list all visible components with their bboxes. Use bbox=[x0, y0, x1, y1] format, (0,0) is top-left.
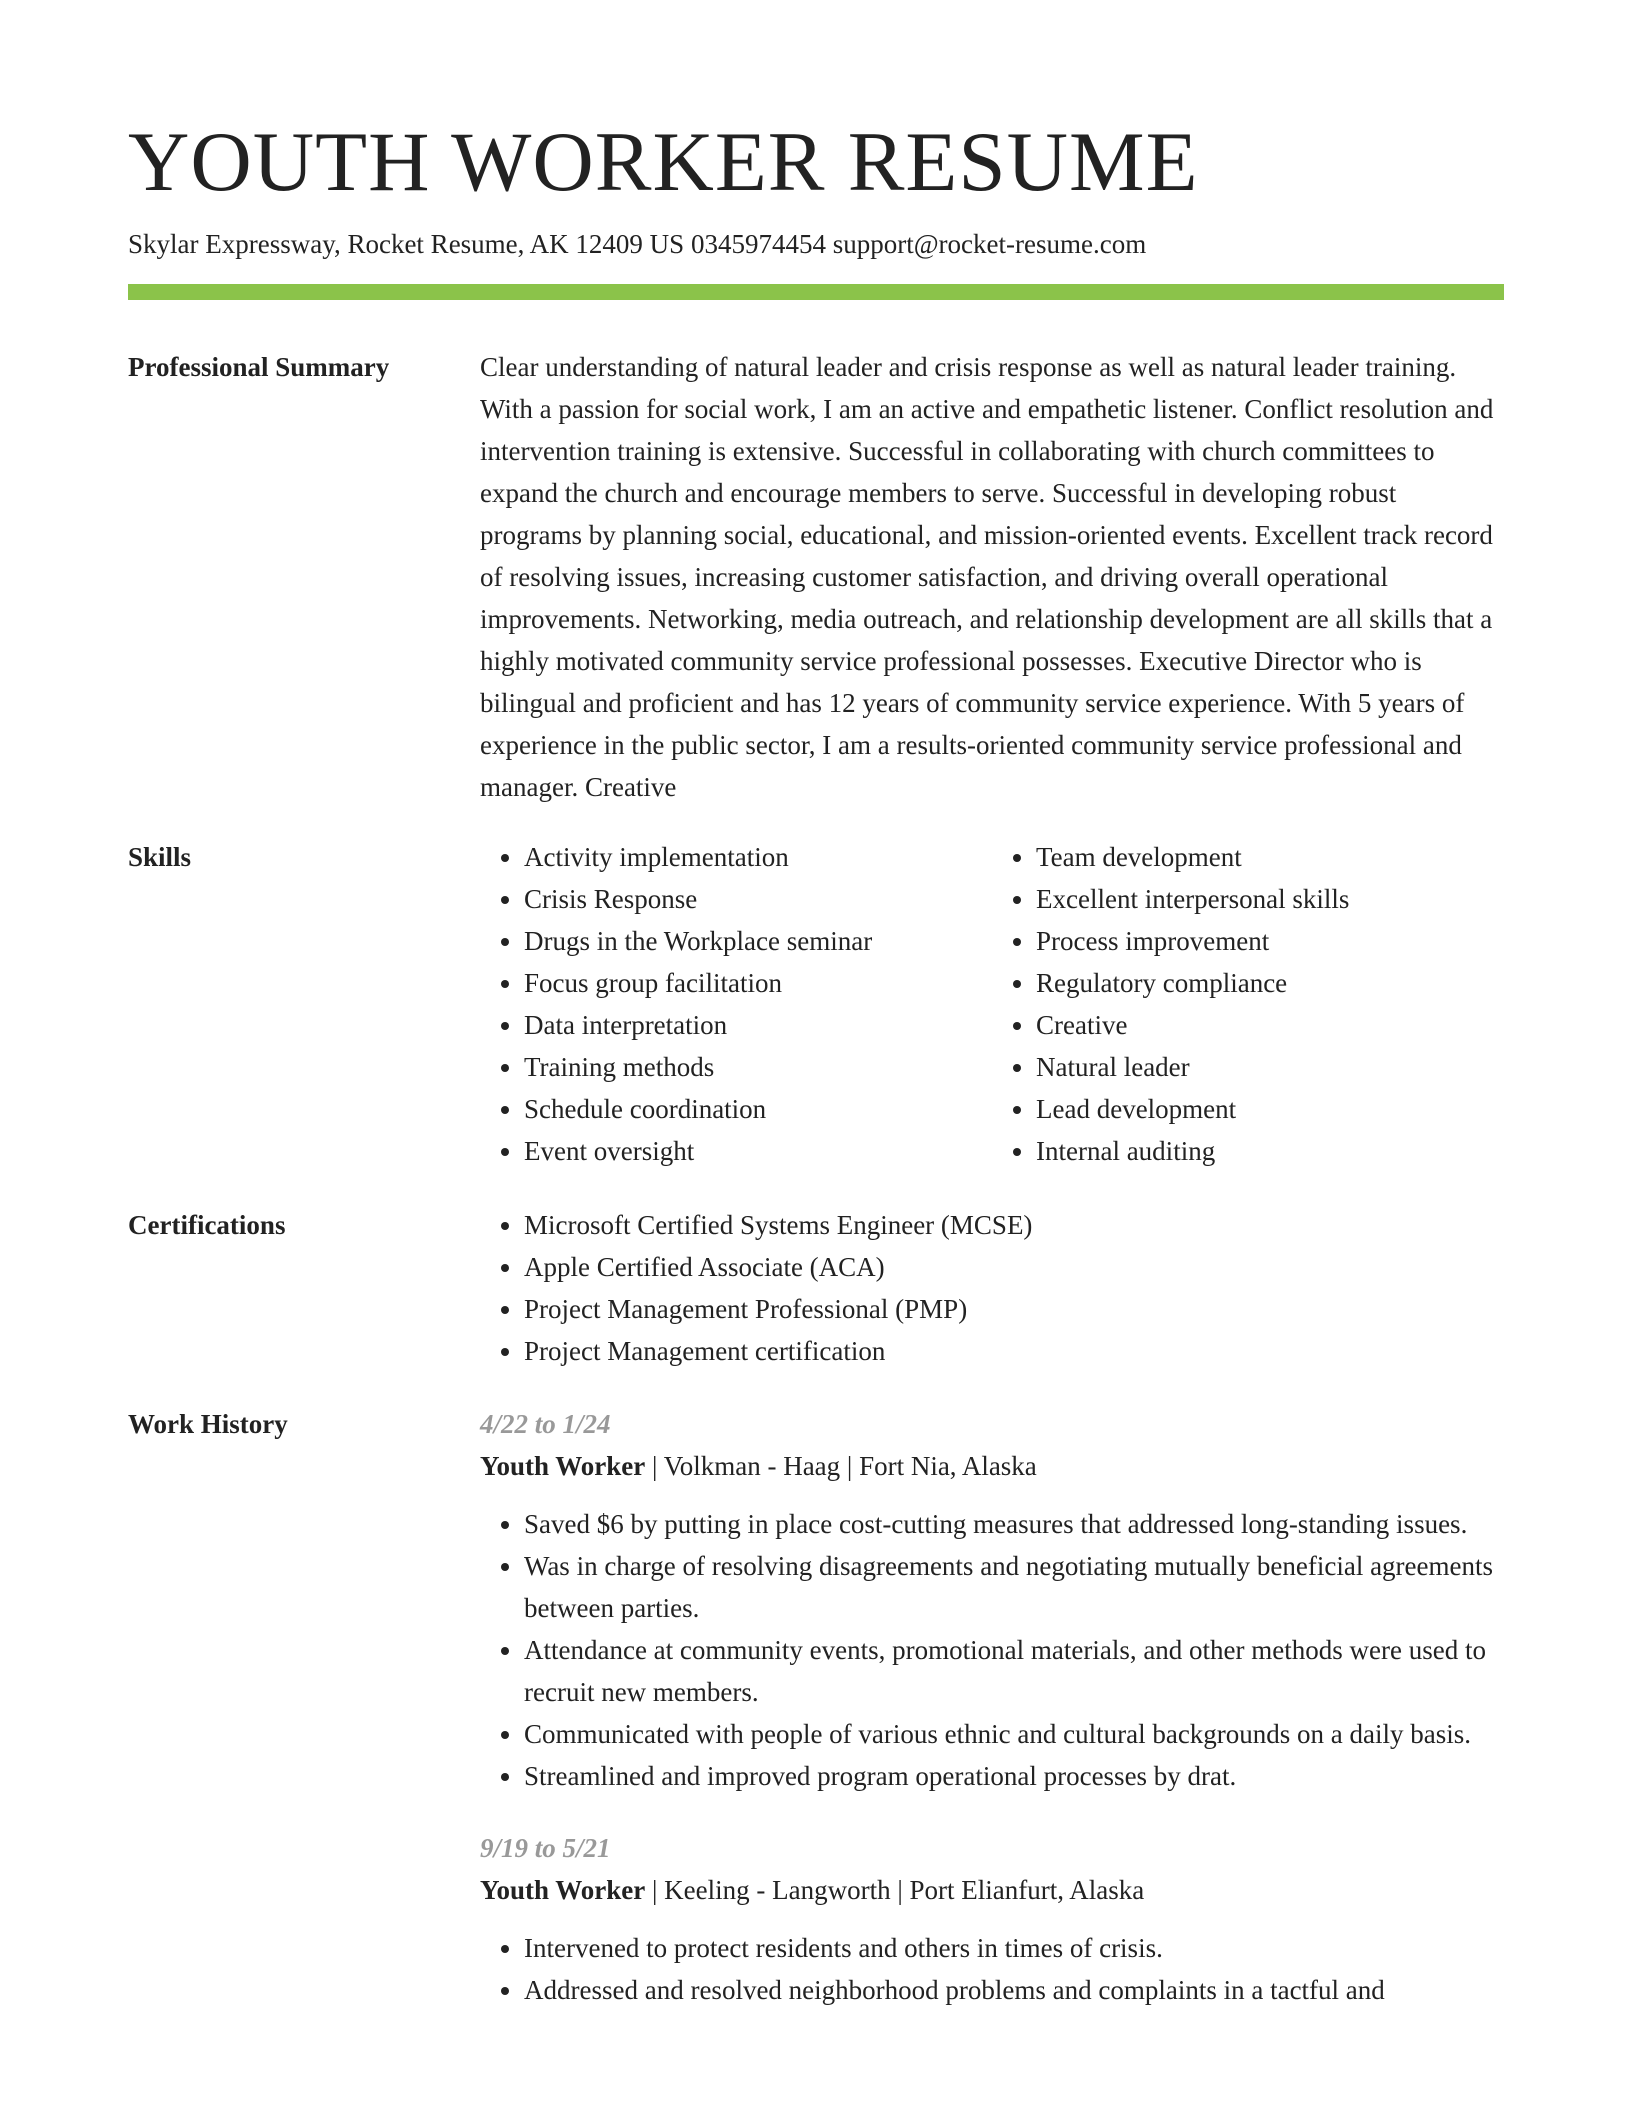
job-employer-location: | Keeling - Langworth | Port Elianfurt, Alaska bbox=[645, 1875, 1145, 1905]
job-entry bbox=[480, 1827, 1504, 2011]
skill-item: • Drugs in the Workplace seminar bbox=[524, 920, 992, 962]
skill-item: • Internal auditing bbox=[1036, 1130, 1504, 1172]
skill-item: • Activity implementation bbox=[524, 836, 992, 878]
job-bullets bbox=[480, 1927, 1504, 2011]
job-bullet: • Intervened to protect residents and others in times of crisis. bbox=[524, 1927, 1504, 1969]
job-dates: 4/22 to 1/24 bbox=[480, 1409, 611, 1439]
skill-item: • Crisis Response bbox=[524, 878, 992, 920]
certifications-heading: Certifications bbox=[128, 1210, 286, 1240]
skill-item: • Creative bbox=[1036, 1004, 1504, 1046]
job-title: Youth Worker bbox=[480, 1875, 646, 1905]
work-history-body bbox=[480, 1403, 1504, 2011]
job-dates: 9/19 to 5/21 bbox=[480, 1833, 611, 1863]
job-title: Youth Worker bbox=[480, 1451, 646, 1481]
resume-header bbox=[128, 115, 1504, 300]
summary-heading: Professional Summary bbox=[128, 352, 390, 382]
job-bullet: • Saved $6 by putting in place cost-cutting measures that addressed long-standing issues. bbox=[524, 1503, 1504, 1545]
certification-item: • Microsoft Certified Systems Engineer (MCSE) bbox=[524, 1204, 1504, 1246]
job-heading bbox=[480, 1869, 1504, 1911]
job-bullet: • Communicated with people of various ethnic and cultural backgrounds on a daily basis. bbox=[524, 1713, 1504, 1755]
summary-body bbox=[480, 346, 1504, 808]
skill-item: • Lead development bbox=[1036, 1088, 1504, 1130]
work-history-heading: Work History bbox=[128, 1409, 288, 1439]
job-bullet: • Streamlined and improved program operational processes by drat. bbox=[524, 1755, 1504, 1797]
skills-heading: Skills bbox=[128, 842, 192, 872]
certification-item: • Apple Certified Associate (ACA) bbox=[524, 1246, 1504, 1288]
job-bullets bbox=[480, 1503, 1504, 1797]
skill-item: • Process improvement bbox=[1036, 920, 1504, 962]
certification-item: • Project Management certification bbox=[524, 1330, 1504, 1372]
job-bullet: • Was in charge of resolving disagreements and negotiating mutually beneficial agreements between parties. bbox=[524, 1545, 1504, 1629]
skill-item: • Training methods bbox=[524, 1046, 992, 1088]
job-employer-location: | Volkman - Haag | Fort Nia, Alaska bbox=[645, 1451, 1037, 1481]
certification-item: • Project Management Professional (PMP) bbox=[524, 1288, 1504, 1330]
accent-divider bbox=[128, 284, 1504, 300]
skills-body bbox=[480, 836, 1504, 1172]
certifications-list bbox=[480, 1204, 1504, 1372]
skills-list-right bbox=[992, 836, 1504, 1172]
skill-item: • Data interpretation bbox=[524, 1004, 992, 1046]
job-entry bbox=[480, 1403, 1504, 1797]
skill-item: • Focus group facilitation bbox=[524, 962, 992, 1004]
skill-item: • Excellent interpersonal skills bbox=[1036, 878, 1504, 920]
job-bullet: • Addressed and resolved neighborhood problems and complaints in a tactful and bbox=[524, 1969, 1504, 2011]
skill-item: • Event oversight bbox=[524, 1130, 992, 1172]
certifications-body bbox=[480, 1204, 1504, 1372]
skill-item: • Natural leader bbox=[1036, 1046, 1504, 1088]
skill-item: • Team development bbox=[1036, 836, 1504, 878]
resume-title: YOUTH WORKER RESUME bbox=[128, 115, 1199, 209]
skill-item: • Schedule coordination bbox=[524, 1088, 992, 1130]
skills-list-left bbox=[480, 836, 992, 1172]
contact-info: Skylar Expressway, Rocket Resume, AK 12409 US 0345974454 support@rocket-resume.com bbox=[128, 229, 1147, 259]
job-bullet: • Attendance at community events, promotional materials, and other methods were used to recruit new members. bbox=[524, 1629, 1504, 1713]
job-heading bbox=[480, 1445, 1504, 1487]
summary-text: Clear understanding of natural leader and crisis response as well as natural leader training. With a passion for social work, I am an active and empathetic listener. Conflict resolution and intervention training is extensive. Successful in collaborating with church committees to expand the church and encourage members to serve. Successful in developing robust programs by planning social, educational, and mission-oriented events. Excellent track record of resolving issues, increasing customer satisfaction, and driving overall operational improvements. Networking, media outreach, and relationship development are all skills that a highly motivated community service professional possesses. Executive Director who is bilingual and proficient and has 12 years of community service experience. With 5 years of experience in the public sector, I am a results-oriented community service professional and manager. Creative bbox=[480, 352, 1494, 802]
skill-item: • Regulatory compliance bbox=[1036, 962, 1504, 1004]
